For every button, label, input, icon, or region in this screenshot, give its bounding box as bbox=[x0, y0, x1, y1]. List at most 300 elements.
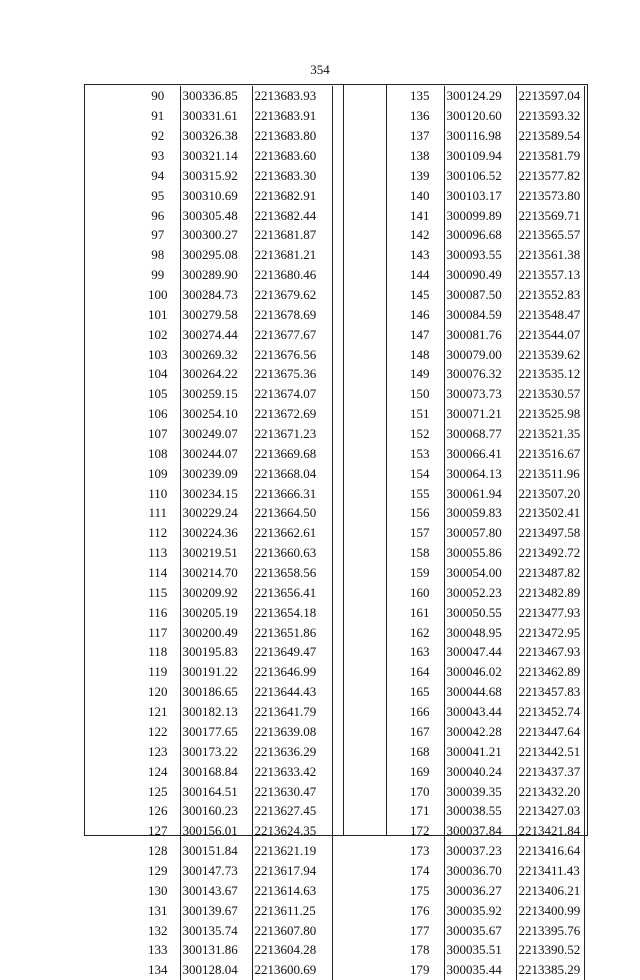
y-coordinate: 2213639.08 bbox=[252, 722, 332, 742]
table-row bbox=[136, 682, 332, 702]
table-row bbox=[396, 602, 584, 622]
table-row bbox=[136, 543, 332, 563]
x-coordinate: 300135.74 bbox=[180, 920, 252, 940]
x-coordinate: 300055.86 bbox=[444, 543, 516, 563]
table-row bbox=[136, 424, 332, 444]
x-coordinate: 300059.83 bbox=[444, 503, 516, 523]
x-coordinate: 300305.48 bbox=[180, 205, 252, 225]
y-coordinate: 2213589.54 bbox=[516, 126, 584, 146]
y-coordinate: 2213511.96 bbox=[516, 463, 584, 483]
table-row bbox=[396, 344, 584, 364]
table-row bbox=[136, 205, 332, 225]
x-coordinate: 300239.09 bbox=[180, 463, 252, 483]
table-row bbox=[396, 146, 584, 166]
point-number: 122 bbox=[148, 723, 168, 739]
table-row bbox=[136, 165, 332, 185]
y-coordinate: 2213432.20 bbox=[516, 781, 584, 801]
x-coordinate: 300336.85 bbox=[180, 86, 252, 106]
point-number: 94 bbox=[151, 167, 165, 183]
x-coordinate: 300050.55 bbox=[444, 602, 516, 622]
table-row bbox=[136, 285, 332, 305]
point-number: 145 bbox=[410, 287, 430, 303]
point-number: 95 bbox=[151, 187, 165, 203]
table-row bbox=[136, 642, 332, 662]
table-row bbox=[136, 503, 332, 523]
table-row bbox=[136, 880, 332, 900]
y-coordinate: 2213569.71 bbox=[516, 205, 584, 225]
table-row bbox=[396, 761, 584, 781]
coordinate-table-left bbox=[136, 86, 333, 980]
table-row bbox=[396, 463, 584, 483]
y-coordinate: 2213676.56 bbox=[252, 344, 332, 364]
x-coordinate: 300096.68 bbox=[444, 225, 516, 245]
table-row bbox=[136, 582, 332, 602]
table-row bbox=[396, 503, 584, 523]
table-row bbox=[136, 523, 332, 543]
y-coordinate: 2213651.86 bbox=[252, 622, 332, 642]
point-number: 99 bbox=[151, 267, 165, 283]
column-divider-left bbox=[343, 84, 344, 836]
x-coordinate: 300234.15 bbox=[180, 483, 252, 503]
x-coordinate: 300035.67 bbox=[444, 920, 516, 940]
point-number: 162 bbox=[410, 624, 430, 640]
y-coordinate: 2213482.89 bbox=[516, 582, 584, 602]
x-coordinate: 300168.84 bbox=[180, 761, 252, 781]
y-coordinate: 2213502.41 bbox=[516, 503, 584, 523]
point-number: 164 bbox=[410, 664, 430, 680]
x-coordinate: 300128.04 bbox=[180, 960, 252, 980]
y-coordinate: 2213678.69 bbox=[252, 304, 332, 324]
table-row bbox=[396, 543, 584, 563]
x-coordinate: 300229.24 bbox=[180, 503, 252, 523]
x-coordinate: 300035.44 bbox=[444, 960, 516, 980]
point-number: 177 bbox=[410, 922, 430, 938]
point-number: 113 bbox=[148, 545, 168, 561]
x-coordinate: 300103.17 bbox=[444, 185, 516, 205]
x-coordinate: 300331.61 bbox=[180, 106, 252, 126]
table-row bbox=[396, 861, 584, 881]
y-coordinate: 2213660.63 bbox=[252, 543, 332, 563]
point-number: 125 bbox=[148, 783, 168, 799]
x-coordinate: 300295.08 bbox=[180, 245, 252, 265]
table-row bbox=[136, 940, 332, 960]
x-coordinate: 300087.50 bbox=[444, 285, 516, 305]
x-coordinate: 300071.21 bbox=[444, 404, 516, 424]
table-row bbox=[136, 344, 332, 364]
y-coordinate: 2213681.87 bbox=[252, 225, 332, 245]
point-number: 124 bbox=[148, 763, 168, 779]
x-coordinate: 300081.76 bbox=[444, 324, 516, 344]
y-coordinate: 2213683.93 bbox=[252, 86, 332, 106]
point-number: 144 bbox=[410, 267, 430, 283]
table-row bbox=[136, 443, 332, 463]
x-coordinate: 300120.60 bbox=[444, 106, 516, 126]
point-number: 130 bbox=[148, 882, 168, 898]
y-coordinate: 2213683.80 bbox=[252, 126, 332, 146]
x-coordinate: 300109.94 bbox=[444, 146, 516, 166]
table-row bbox=[136, 622, 332, 642]
x-coordinate: 300090.49 bbox=[444, 265, 516, 285]
point-number: 96 bbox=[151, 207, 165, 223]
x-coordinate: 300073.73 bbox=[444, 384, 516, 404]
y-coordinate: 2213557.13 bbox=[516, 265, 584, 285]
point-number: 116 bbox=[148, 604, 168, 620]
y-coordinate: 2213683.60 bbox=[252, 146, 332, 166]
point-number: 167 bbox=[410, 723, 430, 739]
column-divider-right bbox=[386, 84, 387, 836]
x-coordinate: 300186.65 bbox=[180, 682, 252, 702]
table-row bbox=[136, 364, 332, 384]
table-row bbox=[396, 781, 584, 801]
y-coordinate: 2213548.47 bbox=[516, 304, 584, 324]
y-coordinate: 2213633.42 bbox=[252, 761, 332, 781]
x-coordinate: 300224.36 bbox=[180, 523, 252, 543]
x-coordinate: 300326.38 bbox=[180, 126, 252, 146]
y-coordinate: 2213636.29 bbox=[252, 741, 332, 761]
y-coordinate: 2213390.52 bbox=[516, 940, 584, 960]
table-row bbox=[136, 324, 332, 344]
x-coordinate: 300214.70 bbox=[180, 563, 252, 583]
table-row bbox=[396, 165, 584, 185]
table-row bbox=[136, 225, 332, 245]
y-coordinate: 2213477.93 bbox=[516, 602, 584, 622]
table-row bbox=[396, 880, 584, 900]
y-coordinate: 2213467.93 bbox=[516, 642, 584, 662]
x-coordinate: 300274.44 bbox=[180, 324, 252, 344]
x-coordinate: 300321.14 bbox=[180, 146, 252, 166]
table-row bbox=[136, 265, 332, 285]
x-coordinate: 300036.70 bbox=[444, 861, 516, 881]
point-number: 175 bbox=[410, 882, 430, 898]
x-coordinate: 300289.90 bbox=[180, 265, 252, 285]
point-number: 127 bbox=[148, 823, 168, 839]
x-coordinate: 300200.49 bbox=[180, 622, 252, 642]
table-row bbox=[136, 821, 332, 841]
x-coordinate: 300139.67 bbox=[180, 900, 252, 920]
point-number: 129 bbox=[148, 862, 168, 878]
y-coordinate: 2213656.41 bbox=[252, 582, 332, 602]
x-coordinate: 300038.55 bbox=[444, 801, 516, 821]
point-number: 111 bbox=[148, 505, 168, 521]
x-coordinate: 300042.28 bbox=[444, 722, 516, 742]
y-coordinate: 2213664.50 bbox=[252, 503, 332, 523]
y-coordinate: 2213644.43 bbox=[252, 682, 332, 702]
x-coordinate: 300164.51 bbox=[180, 781, 252, 801]
y-coordinate: 2213658.56 bbox=[252, 563, 332, 583]
x-coordinate: 300061.94 bbox=[444, 483, 516, 503]
y-coordinate: 2213597.04 bbox=[516, 86, 584, 106]
point-number: 139 bbox=[410, 167, 430, 183]
table-row bbox=[396, 622, 584, 642]
table-row bbox=[136, 146, 332, 166]
y-coordinate: 2213530.57 bbox=[516, 384, 584, 404]
x-coordinate: 300037.84 bbox=[444, 821, 516, 841]
table-row bbox=[396, 364, 584, 384]
x-coordinate: 300035.51 bbox=[444, 940, 516, 960]
point-number: 178 bbox=[410, 942, 430, 958]
x-coordinate: 300269.32 bbox=[180, 344, 252, 364]
point-number: 117 bbox=[148, 624, 168, 640]
y-coordinate: 2213679.62 bbox=[252, 285, 332, 305]
x-coordinate: 300156.01 bbox=[180, 821, 252, 841]
point-number: 172 bbox=[410, 823, 430, 839]
point-number: 136 bbox=[410, 108, 430, 124]
point-number: 158 bbox=[410, 545, 430, 561]
point-number: 165 bbox=[410, 684, 430, 700]
table-row bbox=[396, 682, 584, 702]
y-coordinate: 2213681.21 bbox=[252, 245, 332, 265]
point-number: 100 bbox=[148, 287, 168, 303]
table-row bbox=[396, 642, 584, 662]
point-number: 147 bbox=[410, 326, 430, 342]
point-number: 108 bbox=[148, 445, 168, 461]
x-coordinate: 300048.95 bbox=[444, 622, 516, 642]
point-number: 152 bbox=[410, 426, 430, 442]
point-number: 132 bbox=[148, 922, 168, 938]
table-row bbox=[136, 304, 332, 324]
y-coordinate: 2213462.89 bbox=[516, 662, 584, 682]
table-row bbox=[136, 384, 332, 404]
y-coordinate: 2213668.04 bbox=[252, 463, 332, 483]
x-coordinate: 300066.41 bbox=[444, 443, 516, 463]
x-coordinate: 300182.13 bbox=[180, 702, 252, 722]
x-coordinate: 300079.00 bbox=[444, 344, 516, 364]
x-coordinate: 300191.22 bbox=[180, 662, 252, 682]
y-coordinate: 2213487.82 bbox=[516, 563, 584, 583]
point-number: 151 bbox=[410, 406, 430, 422]
table-row bbox=[136, 960, 332, 980]
y-coordinate: 2213421.84 bbox=[516, 821, 584, 841]
y-coordinate: 2213497.58 bbox=[516, 523, 584, 543]
table-row bbox=[136, 185, 332, 205]
table-row bbox=[396, 801, 584, 821]
point-number: 119 bbox=[148, 664, 168, 680]
point-number: 159 bbox=[410, 565, 430, 581]
y-coordinate: 2213682.44 bbox=[252, 205, 332, 225]
y-coordinate: 2213624.35 bbox=[252, 821, 332, 841]
x-coordinate: 300151.84 bbox=[180, 841, 252, 861]
table-row bbox=[136, 602, 332, 622]
point-number: 170 bbox=[410, 783, 430, 799]
point-number: 101 bbox=[148, 306, 168, 322]
table-row bbox=[136, 563, 332, 583]
table-row bbox=[136, 861, 332, 881]
point-number: 137 bbox=[410, 128, 430, 144]
table-row bbox=[136, 86, 332, 106]
table-row bbox=[136, 722, 332, 742]
x-coordinate: 300084.59 bbox=[444, 304, 516, 324]
table-row bbox=[396, 483, 584, 503]
point-number: 106 bbox=[148, 406, 168, 422]
x-coordinate: 300195.83 bbox=[180, 642, 252, 662]
y-coordinate: 2213600.69 bbox=[252, 960, 332, 980]
x-coordinate: 300249.07 bbox=[180, 424, 252, 444]
point-number: 134 bbox=[148, 962, 168, 978]
point-number: 109 bbox=[148, 465, 168, 481]
table-row bbox=[136, 483, 332, 503]
y-coordinate: 2213683.30 bbox=[252, 165, 332, 185]
x-coordinate: 300131.86 bbox=[180, 940, 252, 960]
y-coordinate: 2213671.23 bbox=[252, 424, 332, 444]
point-number: 140 bbox=[410, 187, 430, 203]
x-coordinate: 300205.19 bbox=[180, 602, 252, 622]
x-coordinate: 300106.52 bbox=[444, 165, 516, 185]
table-row bbox=[136, 106, 332, 126]
point-number: 123 bbox=[148, 743, 168, 759]
y-coordinate: 2213577.82 bbox=[516, 165, 584, 185]
point-number: 150 bbox=[410, 386, 430, 402]
point-number: 142 bbox=[410, 227, 430, 243]
point-number: 173 bbox=[410, 843, 430, 859]
y-coordinate: 2213604.28 bbox=[252, 940, 332, 960]
y-coordinate: 2213662.61 bbox=[252, 523, 332, 543]
x-coordinate: 300035.92 bbox=[444, 900, 516, 920]
point-number: 163 bbox=[410, 644, 430, 660]
table-row bbox=[136, 781, 332, 801]
table-row bbox=[396, 563, 584, 583]
y-coordinate: 2213680.46 bbox=[252, 265, 332, 285]
point-number: 179 bbox=[410, 962, 430, 978]
point-number: 110 bbox=[148, 485, 168, 501]
y-coordinate: 2213682.91 bbox=[252, 185, 332, 205]
point-number: 92 bbox=[151, 128, 165, 144]
x-coordinate: 300040.24 bbox=[444, 761, 516, 781]
point-number: 91 bbox=[151, 108, 165, 124]
table-row bbox=[396, 404, 584, 424]
coordinate-table-right bbox=[396, 86, 585, 980]
point-number: 153 bbox=[410, 445, 430, 461]
table-row bbox=[396, 443, 584, 463]
table-row bbox=[396, 225, 584, 245]
x-coordinate: 300044.68 bbox=[444, 682, 516, 702]
point-number: 103 bbox=[148, 346, 168, 362]
y-coordinate: 2213675.36 bbox=[252, 364, 332, 384]
point-number: 104 bbox=[148, 366, 168, 382]
table-row bbox=[136, 741, 332, 761]
point-number: 156 bbox=[410, 505, 430, 521]
table-row bbox=[136, 702, 332, 722]
point-number: 118 bbox=[148, 644, 168, 660]
point-number: 171 bbox=[410, 803, 430, 819]
table-row bbox=[136, 404, 332, 424]
table-row bbox=[396, 126, 584, 146]
x-coordinate: 300284.73 bbox=[180, 285, 252, 305]
x-coordinate: 300244.07 bbox=[180, 443, 252, 463]
y-coordinate: 2213411.43 bbox=[516, 861, 584, 881]
y-coordinate: 2213677.67 bbox=[252, 324, 332, 344]
y-coordinate: 2213581.79 bbox=[516, 146, 584, 166]
point-number: 155 bbox=[410, 485, 430, 501]
point-number: 160 bbox=[410, 584, 430, 600]
y-coordinate: 2213544.07 bbox=[516, 324, 584, 344]
table-row bbox=[136, 900, 332, 920]
y-coordinate: 2213565.57 bbox=[516, 225, 584, 245]
y-coordinate: 2213385.29 bbox=[516, 960, 584, 980]
table-row bbox=[396, 424, 584, 444]
x-coordinate: 300259.15 bbox=[180, 384, 252, 404]
table-row bbox=[136, 801, 332, 821]
point-number: 115 bbox=[148, 584, 168, 600]
x-coordinate: 300076.32 bbox=[444, 364, 516, 384]
table-row bbox=[396, 304, 584, 324]
x-coordinate: 300143.67 bbox=[180, 880, 252, 900]
y-coordinate: 2213561.38 bbox=[516, 245, 584, 265]
x-coordinate: 300099.89 bbox=[444, 205, 516, 225]
x-coordinate: 300036.27 bbox=[444, 880, 516, 900]
x-coordinate: 300173.22 bbox=[180, 741, 252, 761]
x-coordinate: 300116.98 bbox=[444, 126, 516, 146]
y-coordinate: 2213611.25 bbox=[252, 900, 332, 920]
table-row bbox=[396, 285, 584, 305]
point-number: 174 bbox=[410, 862, 430, 878]
table-row bbox=[136, 662, 332, 682]
y-coordinate: 2213442.51 bbox=[516, 741, 584, 761]
y-coordinate: 2213539.62 bbox=[516, 344, 584, 364]
x-coordinate: 300041.21 bbox=[444, 741, 516, 761]
table-row bbox=[396, 185, 584, 205]
point-number: 121 bbox=[148, 704, 168, 720]
x-coordinate: 300147.73 bbox=[180, 861, 252, 881]
table-row bbox=[396, 245, 584, 265]
table-row bbox=[396, 324, 584, 344]
x-coordinate: 300043.44 bbox=[444, 702, 516, 722]
x-coordinate: 300052.23 bbox=[444, 582, 516, 602]
x-coordinate: 300219.51 bbox=[180, 543, 252, 563]
y-coordinate: 2213457.83 bbox=[516, 682, 584, 702]
y-coordinate: 2213666.31 bbox=[252, 483, 332, 503]
y-coordinate: 2213472.95 bbox=[516, 622, 584, 642]
y-coordinate: 2213646.99 bbox=[252, 662, 332, 682]
table-row bbox=[396, 205, 584, 225]
table-row bbox=[396, 384, 584, 404]
y-coordinate: 2213452.74 bbox=[516, 702, 584, 722]
x-coordinate: 300057.80 bbox=[444, 523, 516, 543]
x-coordinate: 300160.23 bbox=[180, 801, 252, 821]
y-coordinate: 2213427.03 bbox=[516, 801, 584, 821]
y-coordinate: 2213400.99 bbox=[516, 900, 584, 920]
x-coordinate: 300279.58 bbox=[180, 304, 252, 324]
point-number: 102 bbox=[148, 326, 168, 342]
y-coordinate: 2213627.45 bbox=[252, 801, 332, 821]
point-number: 93 bbox=[151, 148, 165, 163]
y-coordinate: 2213507.20 bbox=[516, 483, 584, 503]
table-row bbox=[396, 582, 584, 602]
y-coordinate: 2213614.63 bbox=[252, 880, 332, 900]
y-coordinate: 2213492.72 bbox=[516, 543, 584, 563]
point-number: 169 bbox=[410, 763, 430, 779]
table-row bbox=[396, 523, 584, 543]
y-coordinate: 2213683.91 bbox=[252, 106, 332, 126]
point-number: 98 bbox=[151, 247, 165, 263]
point-number: 149 bbox=[410, 366, 430, 382]
point-number: 120 bbox=[148, 684, 168, 700]
point-number: 166 bbox=[410, 704, 430, 720]
point-number: 168 bbox=[410, 743, 430, 759]
y-coordinate: 2213552.83 bbox=[516, 285, 584, 305]
point-number: 154 bbox=[410, 465, 430, 481]
y-coordinate: 2213535.12 bbox=[516, 364, 584, 384]
y-coordinate: 2213395.76 bbox=[516, 920, 584, 940]
x-coordinate: 300037.23 bbox=[444, 841, 516, 861]
y-coordinate: 2213416.64 bbox=[516, 841, 584, 861]
y-coordinate: 2213573.80 bbox=[516, 185, 584, 205]
x-coordinate: 300310.69 bbox=[180, 185, 252, 205]
table-row bbox=[396, 702, 584, 722]
table-row bbox=[136, 761, 332, 781]
point-number: 126 bbox=[148, 803, 168, 819]
table-row bbox=[396, 106, 584, 126]
point-number: 105 bbox=[148, 386, 168, 402]
